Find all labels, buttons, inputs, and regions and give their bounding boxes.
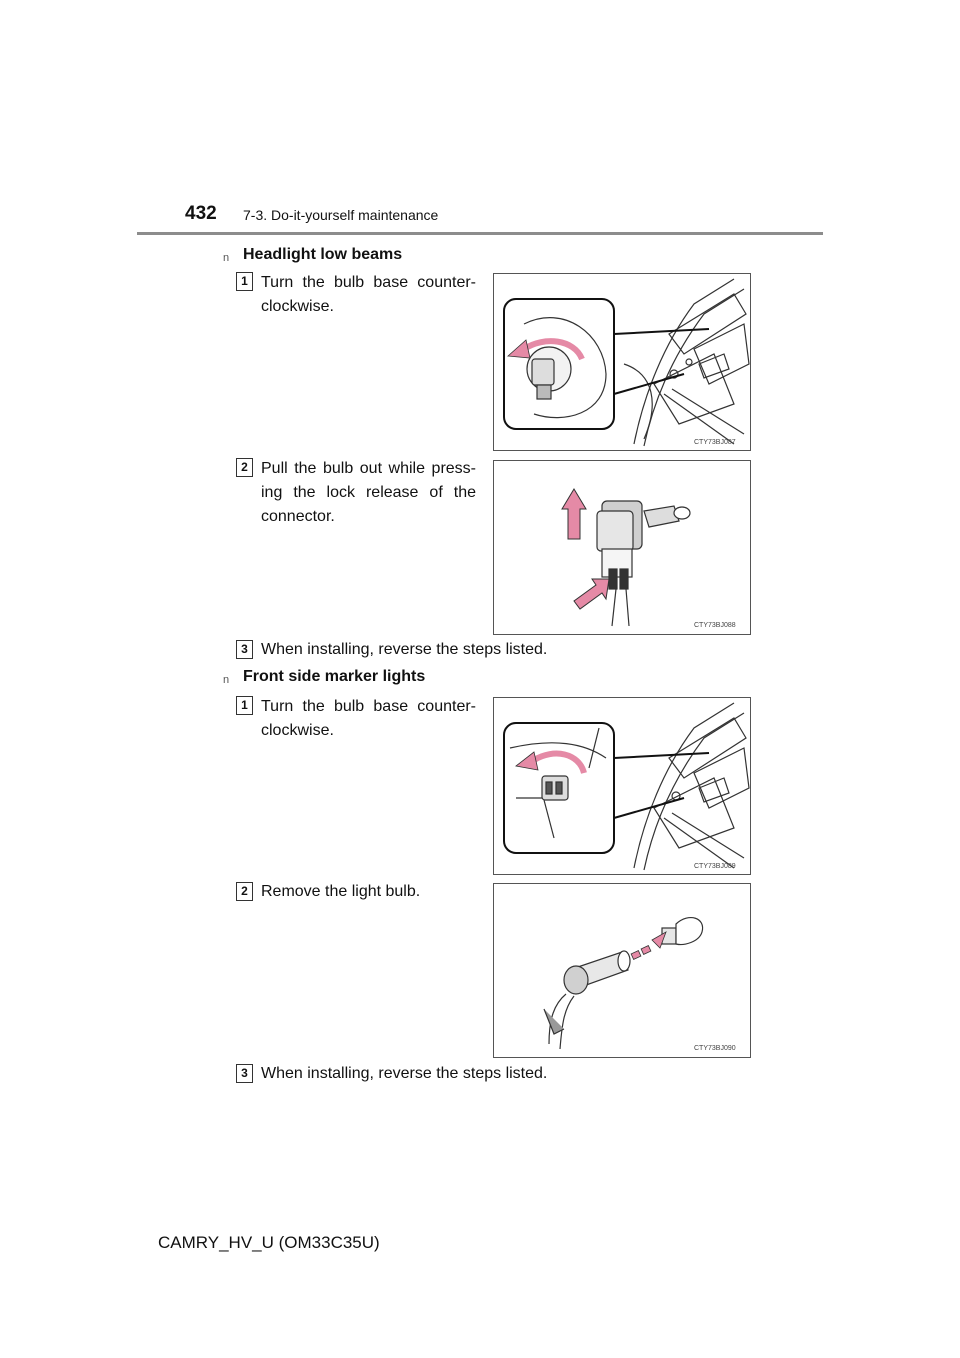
figure-caption: CTY73BJ087 [694,439,736,446]
figure-remove-light-bulb [493,883,751,1058]
step-text: Turn the bulb base counter-clockwise. [261,274,476,315]
step-text: When installing, reverse the steps listed. [261,1065,548,1082]
step-badge-3: 3 [236,1064,253,1083]
section-title: 7-3. Do-it-yourself maintenance [243,207,439,223]
step-text: When installing, reverse the steps listed. [261,641,548,658]
header-rule [137,232,823,235]
figure-bulb-base-turn [493,273,751,451]
page-number: 432 [185,203,217,224]
section-bullet: n [223,252,230,264]
figure-marker-bulb-turn [493,697,751,875]
figure-caption: CTY73BJ089 [694,863,736,870]
step-badge-2: 2 [236,458,253,477]
figure-caption: CTY73BJ090 [694,1045,736,1052]
section-bullet: n [223,674,230,686]
step-badge-2: 2 [236,882,253,901]
step-badge-1: 1 [236,696,253,715]
step-text: Pull the bulb out while press-ing the lock release of the connector. [261,460,476,525]
step-text: Remove the light bulb. [261,883,421,900]
step-badge-3: 3 [236,640,253,659]
figure-caption: CTY73BJ088 [694,622,736,629]
section-heading-front-side-marker-lights: Front side marker lights [243,668,426,685]
figure-bulb-pull-out [493,460,751,635]
section-heading-headlight-low-beams: Headlight low beams [243,246,403,263]
step-text: Turn the bulb base counter-clockwise. [261,698,476,739]
footer-model-code: CAMRY_HV_U (OM33C35U) [158,1233,380,1252]
step-badge-1: 1 [236,272,253,291]
